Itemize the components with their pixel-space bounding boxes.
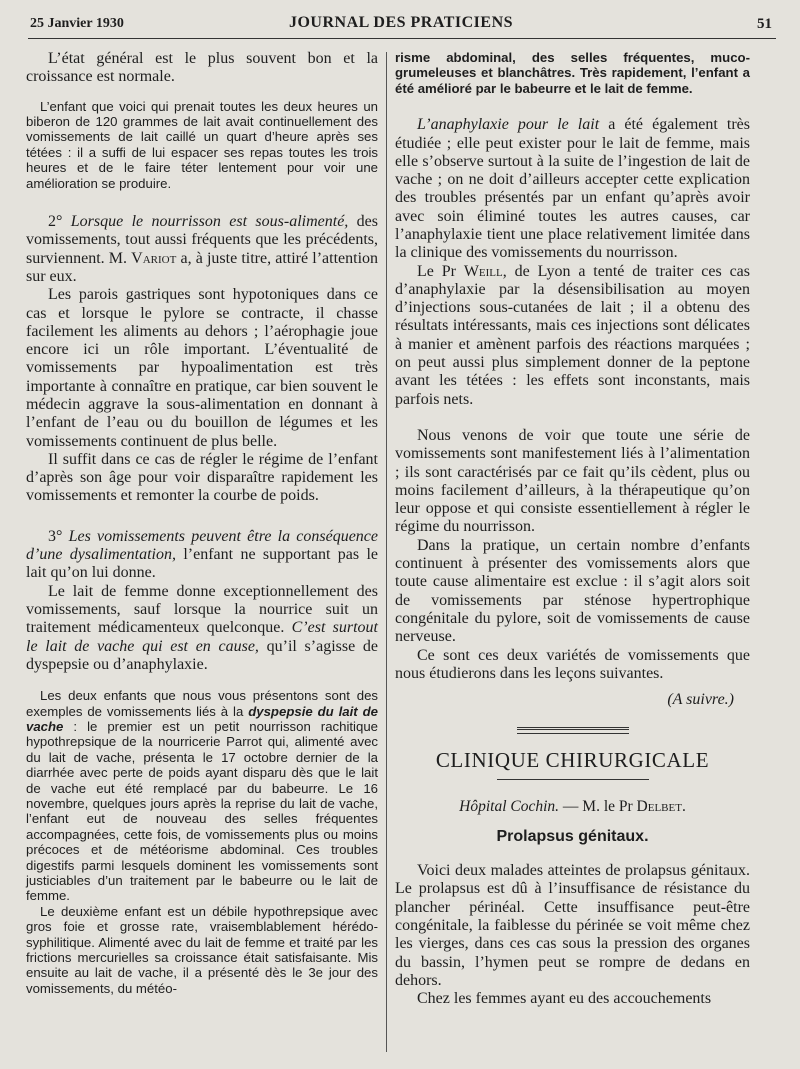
paragraph: Ce sont ces deux variétés de vomissements que nous étudierons dans les leçons suivantes. (395, 646, 750, 682)
to-be-continued: (A suivre.) (667, 691, 734, 709)
paragraph: Dans la pratique, un certain nombre d’enfants continuent à présenter des vomissements alors que toute cause alimentaire est exclue : il s’agit alors soit de vomissements par sténose hypertrophique congénitale du pylore, soit de vomissements de cause nerveuse. (395, 536, 750, 646)
paragraph: L’anaphylaxie pour le lait a été également très étudiée ; elle peut exister pour le lait de femme, mais elle s’observe surtout à la suite de l’ingestion de lait de vache ; on ne doit d’ailleurs accepter cette explication des troubles présentés par un enfant qu’après avoir avec soin éliminé toutes les autres causes, car l’anaphylaxie tient une place relativement limitée dans la clinique des vomissements du nourrisson. (395, 116, 751, 262)
paragraph: Il suffit dans ce cas de régler le régime de l’enfant d’après son âge pour voir disparaître rapidement les vomissements et remonter la courbe de poids. (26, 450, 378, 505)
paragraph: Le Pr Weill, de Lyon a tenté de traiter ces cas d’anaphylaxie par la désensibilisation au moyen d’injections sous-cutanées de lait ; il a obtenu des résultats intéressants, mais ces injections sont délicates à manier et amènent parfois des réactions marquées ; on peut aussi plus simplement donner de la peptone avant les tétées : les effets sont inconstants, mais parfois nets. (395, 262, 750, 408)
paragraph: 3° Les vomissements peuvent être la conséquence d’une dysalimentation, l’enfant ne supportant pas le lait qu’on lui donne. (26, 527, 379, 582)
case-paragraph: L’enfant que voici qui prenait toutes les deux heures un biberon de 120 grammes de lait avait continuellement des vomissements de lait caillé un quart d’heure après ses tétées : il a suffi de lui espacer ses repas toutes les trois heures et de le faire téter lentement pour voir une amélioration se produire. (26, 98, 378, 191)
article-subtitle: Prolapsus génitaux. (496, 828, 649, 846)
author-name: Weill (463, 262, 503, 280)
paragraph: Le lait de femme donne exceptionnellement des vomissements, sauf lorsque la nourrice suit un traitement médicamenteux quelconque. C’est surtout le lait de vache qui est en cause, qu’il s’agisse de dyspepsie ou d’anaphylaxie. (26, 582, 378, 673)
journal-title: JOURNAL DES PRATICIENS (288, 14, 514, 31)
paragraph: Les parois gastriques sont hypotoniques dans ce cas et lorsque le pylore se contracte, il chasse facilement les aliments au dehors ; l’aérophagie joue encore ici un rôle important. L’éventualité de vomissements par hypoalimentation est très importante à connaître en pratique, car bien souvent le médecin aggrave la sous-alimentation en donnant à l’enfant de l’eau ou du bouillon de légumes et les vomissements continuent de plus belle. (26, 286, 378, 450)
section-title: CLINIQUE CHIRURGICALE (435, 748, 710, 773)
paragraph: Nous venons de voir que toute une série de vomissements sont manifestement liés à l’alimentation ; ils sont caractérisés par ce fait qu’ils cèdent, plus ou moins facilement d’ailleurs, à la thérapeutique qu’on leur oppose et qui consiste essentiellement à régler le régime du nourrisson. (395, 426, 750, 536)
case-paragraph: risme abdominal, des selles fréquentes, muco-grumeleuses et blanchâtres. Très rapidement, l’enfant a été amélioré par le babeurre et le lait de femme. (395, 50, 750, 96)
page-number: 51 (757, 16, 772, 32)
section-divider (517, 727, 629, 734)
hospital-line: Hôpital Cochin. — M. le Pr Delbet. (459, 798, 686, 816)
case-paragraph: Le deuxième enfant est un débile hypothrepsique avec gros foie et grosse rate, vraisemblablement hérédo-syphilitique. Alimenté avec du lait de femme et traité par les frictions mercurielles sa croissance était satisfaisante. Mis ensuite au lait de vache, il a présenté dès le 3e jour des vomissements, du météo- (26, 903, 378, 996)
author-name: Variot (131, 249, 177, 267)
paragraph: 2° Lorsque le nourrisson est sous-alimenté, des vomissements, tout aussi fréquents que les précédents, surviennent. M. Variot a, à juste titre, attiré l’attention sur eux. (26, 213, 379, 285)
left-column (26, 50, 378, 996)
author-name: Delbet (636, 798, 682, 816)
header-rule (28, 38, 776, 39)
right-column (395, 50, 750, 1009)
header-date: 25 Janvier 1930 (30, 16, 124, 31)
paragraph: Voici deux malades atteintes de prolapsus génitaux. Le prolapsus est dû à l’insuffisance de résistance du plancher périnéal. Cette insuffisance peut-être congénitale, la faiblesse du périnée se voit même chez les vierges, dans ces cas sous la pression des organes du bassin, l’hymen peut se rompre de dedans en dehors. (395, 862, 750, 989)
title-underline (497, 779, 649, 780)
paragraph: L’état général est le plus souvent bon et la croissance est normale. (26, 50, 378, 86)
paragraph: Chez les femmes ayant eu des accouchements (417, 990, 712, 1008)
running-header (30, 14, 772, 36)
case-paragraph: Les deux enfants que nous vous présentons sont des exemples de vomissements liés à la dyspepsie du lait de vache : le premier est un petit nourrisson rachitique hypothrepsique de la nourricerie Parrot qui, alimenté avec du lait de vache, présenta le 17 octobre dernier de la diarrhée avec perte de poids ayant disparu dès que le lait de vache eut été remplacé par du babeurre. Le 16 novembre, quelques jours après la reprise du lait de vache, l’enfant eut de nouveau des selles fréquentes accompagnées, cette fois, de vomissements plus ou moins précoces et de météorisme abdominal. Ces troubles digestifs parmi lesquels dominent les vomissements sont justiciables d’un traitement par le babeurre ou le lait de femme. (26, 688, 378, 904)
column-separator (386, 52, 387, 1052)
